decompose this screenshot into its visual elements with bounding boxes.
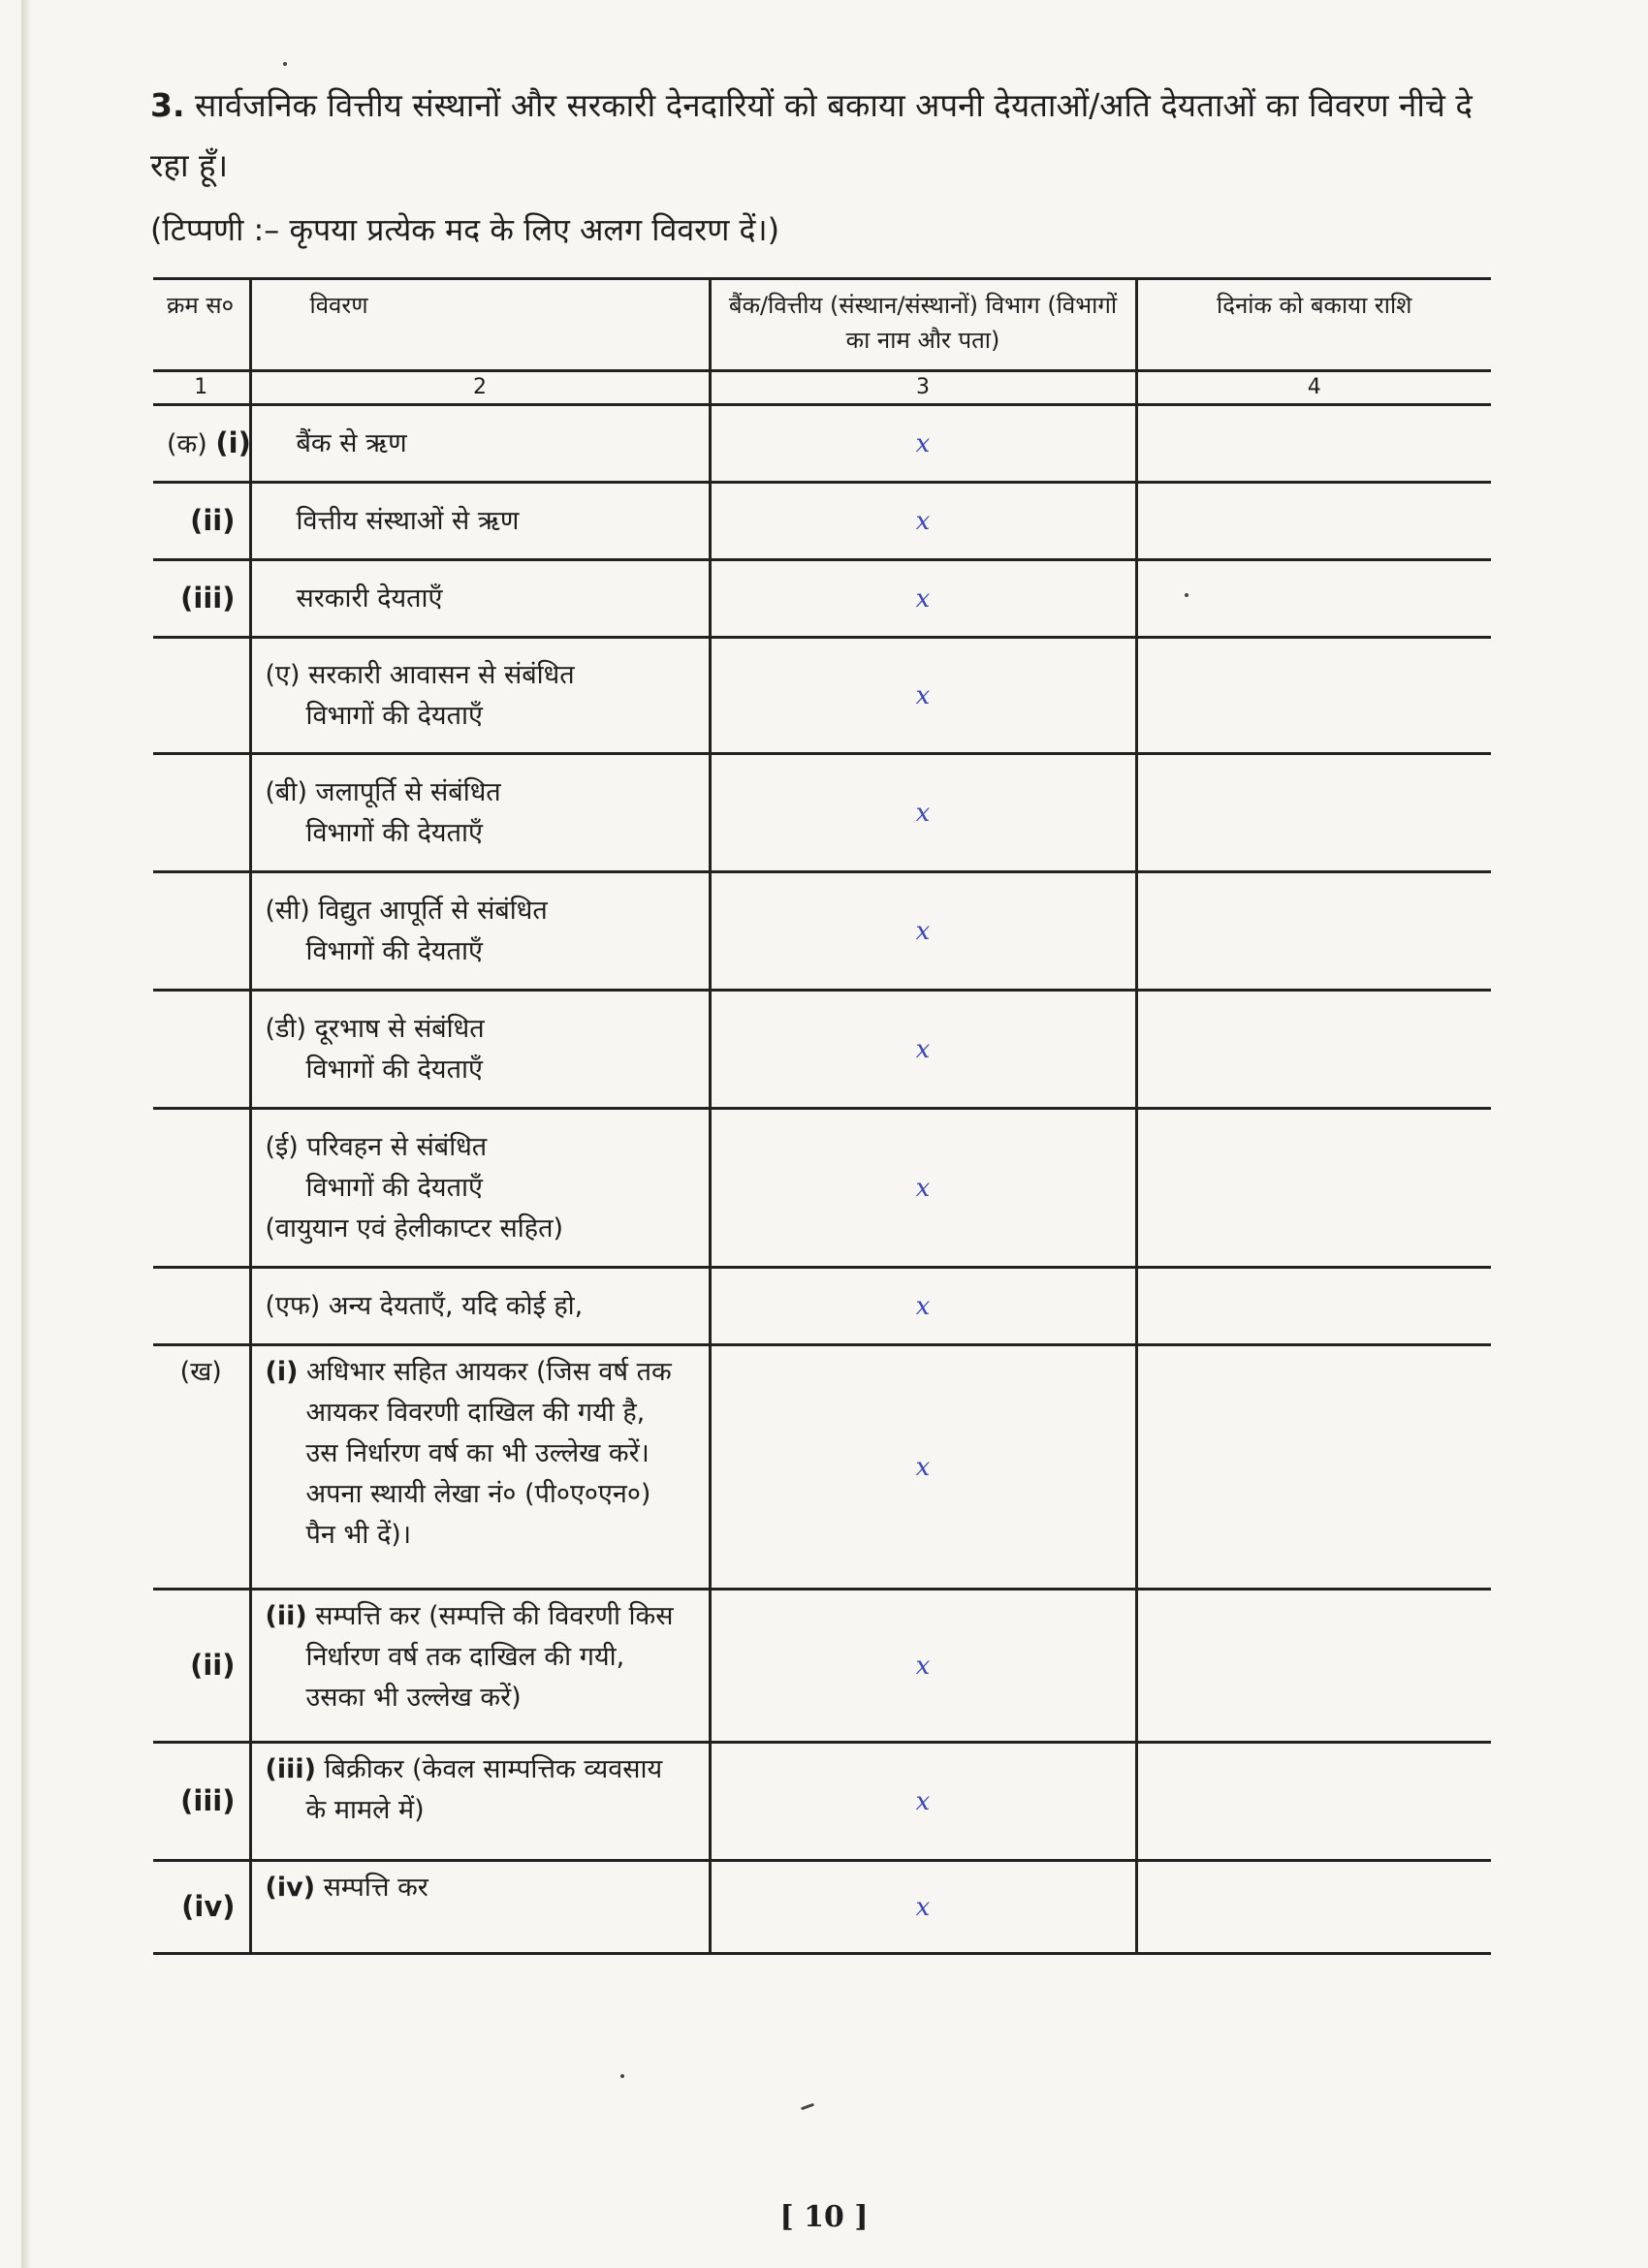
scan-speck — [1185, 593, 1188, 597]
header-outstanding-amount: दिनांक को बकाया राशि — [1136, 279, 1491, 371]
scan-speck — [283, 62, 287, 66]
row-serial — [153, 754, 250, 872]
row-description-line: (सी) विद्युत आपूर्ति से संबंधित — [265, 895, 548, 926]
row-description-line: विभागों की देयताएँ — [305, 935, 483, 966]
row-amount-cell[interactable] — [1136, 405, 1491, 483]
handwritten-cross-mark: x — [915, 1786, 931, 1816]
table-body — [153, 405, 1491, 1954]
row-serial — [153, 1268, 250, 1345]
row-serial — [153, 1590, 250, 1743]
handwritten-cross-mark: x — [915, 1034, 931, 1064]
header-serial-no: क्रम स० — [153, 279, 250, 371]
table-header-row — [153, 279, 1491, 371]
column-number-1: 1 — [153, 371, 250, 405]
row-description-line: विभागों की देयताएँ — [305, 817, 483, 848]
row-description — [250, 405, 710, 483]
row-description-line: सरकारी देयताएँ — [296, 583, 443, 614]
row-amount-cell[interactable] — [1136, 1109, 1491, 1268]
row-bank-cell[interactable] — [710, 405, 1136, 483]
row-description — [250, 1861, 710, 1954]
table-row — [153, 638, 1491, 754]
handwritten-cross-mark: x — [915, 583, 931, 614]
row-description-line: के मामले में) — [305, 1795, 425, 1825]
row-description-line: आयकर विवरणी दाखिल की गयी है, — [305, 1398, 646, 1428]
section-number: 3. — [150, 86, 185, 124]
row-roman-label: (iv) — [181, 1889, 236, 1923]
row-serial — [153, 483, 250, 560]
instruction-note: (टिप्पणी :– कृपया प्रत्येक मद के लिए अलग विवरण दें।) — [150, 211, 780, 248]
row-serial — [153, 1345, 250, 1590]
row-serial — [153, 560, 250, 638]
header-bank-department: बैंक/वित्तीय (संस्थान/संस्थानों) विभाग (विभागों का नाम और पता) — [710, 279, 1136, 371]
column-number-row — [153, 371, 1491, 405]
row-bank-cell[interactable] — [710, 483, 1136, 560]
table-row — [153, 1268, 1491, 1345]
row-description — [250, 872, 710, 991]
row-serial — [153, 638, 250, 754]
row-description-line: वित्तीय संस्थाओं से ऋण — [296, 505, 520, 536]
row-roman-label: (ii) — [265, 1601, 307, 1631]
table-row — [153, 405, 1491, 483]
handwritten-cross-mark: x — [915, 680, 931, 710]
row-roman-label: (iv) — [265, 1873, 316, 1903]
row-description-line: उस निर्धारण वर्ष का भी उल्लेख करें। — [305, 1438, 650, 1468]
handwritten-cross-mark: x — [915, 1173, 931, 1203]
handwritten-cross-mark: x — [915, 1651, 931, 1681]
row-amount-cell[interactable] — [1136, 1268, 1491, 1345]
table-row — [153, 1743, 1491, 1861]
row-serial — [153, 872, 250, 991]
row-description-line: विभागों की देयताएँ — [305, 1172, 483, 1203]
row-amount-cell[interactable] — [1136, 754, 1491, 872]
row-group-label: (ख) — [179, 1357, 222, 1387]
row-description-line: विभागों की देयताएँ — [305, 1054, 483, 1085]
row-serial — [153, 1861, 250, 1954]
row-amount-cell[interactable] — [1136, 991, 1491, 1109]
row-amount-cell[interactable] — [1136, 1345, 1491, 1590]
row-amount-cell[interactable] — [1136, 1590, 1491, 1743]
table-row — [153, 560, 1491, 638]
row-amount-cell[interactable] — [1136, 1743, 1491, 1861]
row-description — [250, 1268, 710, 1345]
row-description-line: बिक्रीकर (केवल साम्पत्तिक व्यवसाय — [324, 1754, 663, 1784]
row-roman-label: (iii) — [180, 581, 236, 614]
header-description: विवरण — [250, 279, 710, 371]
section-heading-text: सार्वजनिक वित्तीय संस्थानों और सरकारी देनदारियों को बकाया अपनी देयताओं/अति देयताओं का विवरण नीचे दे रहा हूँ। — [150, 86, 1473, 184]
row-bank-cell[interactable] — [710, 872, 1136, 991]
row-description — [250, 560, 710, 638]
table-row — [153, 1345, 1491, 1590]
row-amount-cell[interactable] — [1136, 638, 1491, 754]
row-serial — [153, 1743, 250, 1861]
row-roman-label: (i) — [265, 1357, 299, 1387]
page-edge-shadow — [21, 0, 31, 2268]
section-heading — [150, 76, 1507, 196]
row-serial — [153, 405, 250, 483]
row-description-line: सम्पत्ति कर (सम्पत्ति की विवरणी किस — [315, 1601, 674, 1631]
row-amount-cell[interactable] — [1136, 1861, 1491, 1954]
handwritten-cross-mark: x — [915, 506, 931, 536]
row-bank-cell[interactable] — [710, 754, 1136, 872]
row-bank-cell[interactable] — [710, 638, 1136, 754]
scan-speck — [801, 2103, 814, 2111]
row-description-line: विभागों की देयताएँ — [305, 700, 483, 731]
table-row — [153, 1590, 1491, 1743]
row-description-line: निर्धारण वर्ष तक दाखिल की गयी, — [305, 1642, 625, 1672]
row-description — [250, 638, 710, 754]
row-description-line: बैंक से ऋण — [296, 427, 407, 458]
row-roman-label: (iii) — [265, 1754, 316, 1784]
scan-speck — [620, 2074, 624, 2078]
row-description-line: (एफ) अन्य देयताएँ, यदि कोई हो, — [265, 1290, 584, 1321]
handwritten-cross-mark: x — [915, 1452, 931, 1482]
row-bank-cell[interactable] — [710, 991, 1136, 1109]
row-description-line: उसका भी उल्लेख करें) — [305, 1683, 522, 1713]
page-number: [ 10 ] — [779, 2200, 869, 2234]
row-description — [250, 991, 710, 1109]
row-description-line: (डी) दूरभाष से संबंधित — [265, 1013, 485, 1044]
row-description-line: (बी) जलापूर्ति से संबंधित — [265, 776, 501, 807]
row-description — [250, 1743, 710, 1861]
row-roman-label: (ii) — [190, 503, 236, 537]
row-description — [250, 1109, 710, 1268]
row-roman-label: (i) — [215, 425, 251, 459]
table-row — [153, 754, 1491, 872]
row-group-label: (क) — [167, 428, 207, 459]
handwritten-cross-mark: x — [915, 428, 931, 458]
handwritten-cross-mark: x — [915, 1291, 931, 1321]
row-bank-cell[interactable] — [710, 560, 1136, 638]
column-number-3: 3 — [710, 371, 1136, 405]
row-description — [250, 1590, 710, 1743]
column-number-4: 4 — [1136, 371, 1491, 405]
row-serial — [153, 991, 250, 1109]
handwritten-cross-mark: x — [915, 916, 931, 946]
table-row — [153, 872, 1491, 991]
row-description-line: पैन भी दें)। — [305, 1520, 412, 1550]
row-description — [250, 483, 710, 560]
table-row — [153, 1861, 1491, 1954]
row-description-line: अधिभार सहित आयकर (जिस वर्ष तक — [306, 1357, 672, 1387]
row-roman-label: (iii) — [180, 1783, 236, 1817]
liabilities-table — [153, 277, 1491, 1955]
handwritten-cross-mark: x — [915, 798, 931, 828]
row-roman-label: (ii) — [190, 1648, 236, 1682]
row-bank-cell[interactable] — [710, 1861, 1136, 1954]
row-bank-cell[interactable] — [710, 1268, 1136, 1345]
table-row — [153, 1109, 1491, 1268]
row-description — [250, 754, 710, 872]
row-serial — [153, 1109, 250, 1268]
row-description-line: (ई) परिवहन से संबंधित — [265, 1131, 488, 1162]
table-row — [153, 991, 1491, 1109]
row-description-line: (वायुयान एवं हेलीकाप्टर सहित) — [265, 1213, 563, 1244]
row-amount-cell[interactable] — [1136, 560, 1491, 638]
row-description — [250, 1345, 710, 1590]
row-description-line: (ए) सरकारी आवासन से संबंधित — [265, 659, 575, 690]
table-row — [153, 483, 1491, 560]
row-bank-cell[interactable] — [710, 1743, 1136, 1861]
row-description-line: अपना स्थायी लेखा नं० (पी०ए०एन०) — [305, 1479, 651, 1509]
column-number-2: 2 — [250, 371, 710, 405]
handwritten-cross-mark: x — [915, 1892, 931, 1922]
row-bank-cell[interactable] — [710, 1345, 1136, 1590]
row-amount-cell[interactable] — [1136, 872, 1491, 991]
row-description-line: सम्पत्ति कर — [323, 1873, 428, 1903]
row-amount-cell[interactable] — [1136, 483, 1491, 560]
row-bank-cell[interactable] — [710, 1109, 1136, 1268]
row-bank-cell[interactable] — [710, 1590, 1136, 1743]
